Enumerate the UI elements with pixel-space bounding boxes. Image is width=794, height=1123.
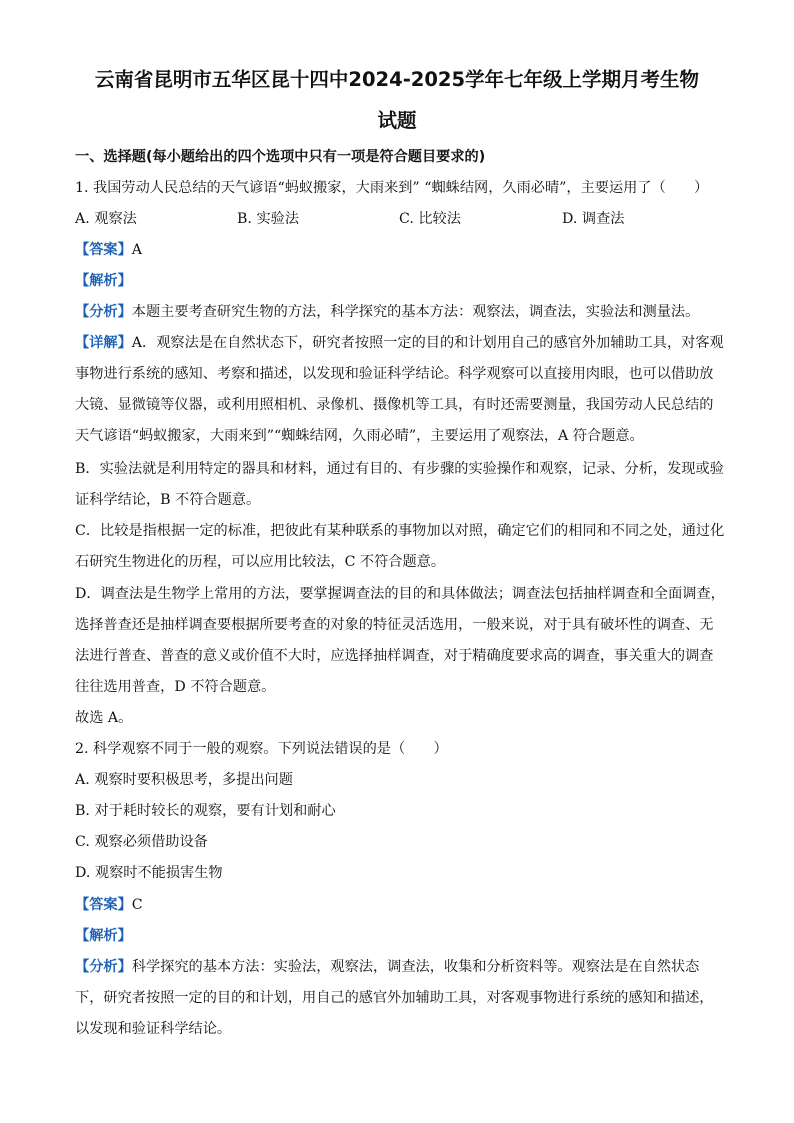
q1-conclusion: 故选 A。: [75, 710, 133, 726]
q1-b-explanation: B．实验法就是利用特定的器具和材料，通过有目的、有步骤的实验操作和观察，记录、分析，发现或验: [75, 461, 724, 477]
q2-option-d: D. 观察时不能损害生物: [75, 865, 223, 881]
q1-answer-value: A: [131, 242, 143, 258]
q2-analysis-line: 以发现和验证科学结论。: [75, 1021, 232, 1037]
q2-answer-value: C: [131, 897, 143, 913]
q1-option-c: C. 比较法: [399, 211, 461, 227]
q2-jiexi: [75, 926, 725, 946]
q1-options: [75, 209, 725, 229]
answer-tag: 【答案】: [75, 897, 132, 913]
q1-detail-line: 大镜、显微镜等仪器，或利用照相机、录像机、摄像机等工具，有时还需要测量，我国劳动人民总结的: [75, 397, 714, 413]
doc-title-line2: 试题: [377, 109, 417, 132]
q1-c-explanation: C．比较是指根据一定的标准，把彼此有某种联系的事物加以对照，确定它们的相同和不同之处，通过化: [75, 523, 725, 539]
q1-detail-line: 事物进行系统的感知、考察和描述，以发现和验证科学结论。科学观察可以直接用肉眼，也可以借助放: [75, 366, 714, 382]
q1-option-b: B. 实验法: [237, 211, 300, 227]
q1-detail-line: [75, 333, 725, 353]
jiexi-tag: 【解析】: [75, 928, 132, 944]
q2-analysis-text: 科学探究的基本方法：实验法，观察法，调查法，收集和分析资料等。观察法是在自然状态: [131, 959, 700, 975]
q1-detail-text: A．观察法是在自然状态下，研究者按照一定的目的和计划用自己的感官外加辅助工具，对客观: [131, 335, 724, 351]
q1-option-a: A. 观察法: [75, 211, 137, 227]
q1-b-explanation: 证科学结论，B 不符合题意。: [75, 492, 261, 508]
fenxi-tag: 【分析】: [75, 959, 132, 975]
q1-stem: 1. 我国劳动人民总结的天气谚语“蚂蚁搬家，大雨来到” “蜘蛛结网，久雨必晴”，主要运用了（ ）: [75, 180, 709, 196]
jiexi-tag: 【解析】: [75, 273, 132, 289]
q2-option-c: C. 观察必须借助设备: [75, 834, 208, 850]
q1-d-explanation: 往往选用普查，D 不符合题意。: [75, 679, 276, 695]
q2-option-a: A. 观察时要积极思考，多提出问题: [75, 772, 293, 788]
q1-d-explanation: 选择普查还是抽样调查要根据所要考查的对象的特征灵活选用，一般来说，对于具有破坏性的调查、无: [75, 617, 714, 633]
answer-tag: 【答案】: [75, 242, 132, 258]
q1-jiexi: [75, 271, 725, 291]
q1-d-explanation: 法进行普查、普查的意义或价值不大时，应选择抽样调查，对于精确度要求高的调查，事关重大的调查: [75, 648, 714, 664]
q1-c-explanation: 石研究生物进化的历程，可以应用比较法，C 不符合题意。: [75, 554, 446, 570]
q2-analysis: [75, 957, 725, 977]
doc-title-line1: 云南省昆明市五华区昆十四中2024-2025学年七年级上学期月考生物: [94, 68, 700, 91]
q1-answer: [75, 240, 725, 260]
q1-analysis-text: 本题主要考查研究生物的方法，科学探究的基本方法：观察法，调查法，实验法和测量法。: [131, 304, 700, 320]
q1-detail-line: 天气谚语“蚂蚁搬家，大雨来到”“蜘蛛结网，久雨必晴”，主要运用了观察法，A 符合题意。: [75, 428, 644, 444]
q2-answer: [75, 895, 725, 915]
detail-tag: 【详解】: [75, 335, 132, 351]
fenxi-tag: 【分析】: [75, 304, 132, 320]
q1-option-d: D. 调查法: [562, 211, 625, 227]
q2-option-b: B. 对于耗时较长的观察，要有计划和耐心: [75, 803, 336, 819]
section-heading: 一、选择题(每小题给出的四个选项中只有一项是符合题目要求的): [75, 149, 486, 165]
q1-d-explanation: D．调查法是生物学上常用的方法，要掌握调查法的目的和具体做法；调查法包括抽样调查和全面调查，: [75, 586, 725, 602]
q2-stem: 2. 科学观察不同于一般的观察。下列说法错误的是（ ）: [75, 741, 448, 757]
q2-analysis-line: 下，研究者按照一定的目的和计划，用自己的感官外加辅助工具，对客观事物进行系统的感知和描述，: [75, 990, 714, 1006]
q1-analysis: [75, 302, 725, 322]
